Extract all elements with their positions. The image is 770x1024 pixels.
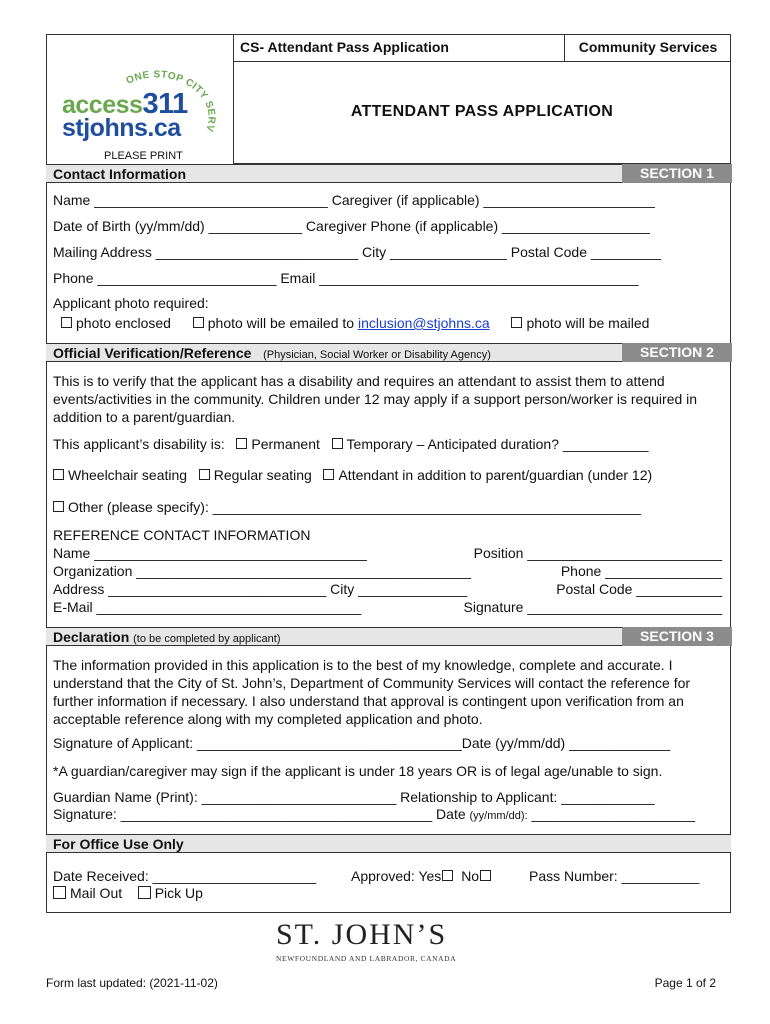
pick-up-label: Pick Up [154,885,203,901]
form-code: CS- Attendant Pass Application [233,34,565,62]
dob-caregiver-phone-row[interactable]: Date of Birth (yy/mm/dd) ____________ Caregiver Phone (if applicable) ___________________ [53,218,650,234]
ref-organization-field[interactable]: Organization ___________________________________________ [53,563,472,579]
ref-postal-field[interactable]: Postal Code ___________ [556,581,722,597]
mail-out-label: Mail Out [70,885,123,901]
ref-position-field[interactable]: Position _________________________ [473,545,722,561]
other-row [53,499,641,515]
wheelchair-label: Wheelchair seating [68,467,188,483]
ref-email-field[interactable]: E-Mail __________________________________ [53,599,362,615]
section3-subtitle: (to be completed by applicant) [133,633,281,645]
pick-up-checkbox[interactable] [138,886,151,899]
guardian-note: *A guardian/caregiver may sign if the applicant is under 18 years OR is of legal age/unable to sign. [53,763,663,779]
access311-logo [56,58,216,146]
declaration-text: The information provided in this application is to the best of my knowledge, complete and accurate. I understand that the City of St. John’s, Department of Community Services will contact the reference for further information if necessary. I also understand that approval is contingent upon verification from an acceptable reference along with my completed application and photo. [53,657,691,727]
delivery-row [53,885,203,901]
ref-address-city-field[interactable]: Address ____________________________ City ______________ [53,581,468,597]
page-number-text: Page 1 of 2 [654,976,716,990]
form-updated-text: Form last updated: (2021-11-02) [46,976,218,990]
disability-label: This applicant’s disability is: [53,436,225,452]
st-johns-logo [268,918,478,964]
inclusion-email-link[interactable]: inclusion@stjohns.ca [357,315,490,331]
reference-heading: REFERENCE CONTACT INFORMATION [53,527,311,543]
regular-seating-label: Regular seating [213,467,312,483]
photo-mailed-label: photo will be mailed [526,315,650,331]
mail-out-checkbox[interactable] [53,886,66,899]
section3-badge: SECTION 3 [622,627,732,646]
guardian-signature-label: Signature: ________________________________________ Date [53,806,466,822]
photo-enclosed-checkbox[interactable] [61,317,72,328]
ref-signature-field[interactable]: Signature _________________________ [463,599,722,615]
section2-subtitle: (Physician, Social Worker or Disability Agency) [263,349,491,361]
attendant-checkbox[interactable] [323,469,334,480]
ref-phone-field[interactable]: Phone _______________ [560,563,722,579]
photo-emailed-checkbox[interactable] [193,317,204,328]
section1-title: Contact Information [53,166,186,182]
approved-yes-checkbox[interactable] [442,870,453,881]
section2-title: Official Verification/Reference [53,345,252,361]
approved-row [351,868,495,884]
name-caregiver-row[interactable]: Name ______________________________ Caregiver (if applicable) ______________________ [53,192,655,208]
guardian-name-row[interactable]: Guardian Name (Print): _________________________ Relationship to Applicant: ____________ [53,789,655,805]
department-name: Community Services [565,34,731,62]
temporary-checkbox[interactable] [332,438,343,449]
section1-header [46,164,731,183]
section2-badge: SECTION 2 [622,343,732,362]
photo-required-label: Applicant photo required: [53,295,209,311]
logo-access-text: access [62,91,143,119]
approved-yes-label: Approved: Yes [351,868,442,884]
disability-type-row [53,436,649,452]
address-city-postal-row[interactable]: Mailing Address __________________________ City _______________ Postal Code _________ [53,244,661,260]
section3-header [46,627,731,646]
permanent-label: Permanent [251,436,320,452]
guardian-date-format: (yy/mm/dd): [469,810,528,822]
other-label[interactable]: Other (please specify): _______________________________________________________ [68,499,641,515]
seating-row [53,467,652,483]
other-checkbox[interactable] [53,501,64,512]
guardian-signature-row[interactable] [53,806,695,822]
photo-emailed-label: photo will be emailed to [207,315,355,331]
section1-badge: SECTION 1 [622,164,732,183]
date-received-field[interactable]: Date Received: _____________________ [53,868,317,884]
office-use-header [46,834,731,853]
please-print-label: PLEASE PRINT [104,150,183,162]
logo-arc-label: ONE STOP CITY SERV [124,69,216,134]
section2-header [46,343,731,362]
page-title: ATTENDANT PASS APPLICATION [350,103,614,120]
regular-seating-checkbox[interactable] [199,469,210,480]
phone-email-row[interactable]: Phone _______________________ Email _________________________________________ [53,270,639,286]
attendant-label: Attendant in addition to parent/guardian (under 12) [338,467,653,483]
photo-options-row [61,315,649,331]
applicant-signature-row[interactable]: Signature of Applicant: __________________________________Date (yy/mm/dd) _____________ [53,735,671,751]
verification-intro: This is to verify that the applicant has a disability and requires an attendant to assist them to attend events/activities in the community. Children under 12 may apply if a support person/worker is required in addition to a parent/guardian. [53,373,698,425]
section3-title: Declaration [53,629,130,645]
office-use-title: For Office Use Only [53,836,184,852]
logo-311-text: 311 [142,88,188,120]
approved-no-checkbox[interactable] [480,870,491,881]
permanent-checkbox[interactable] [236,438,247,449]
pass-number-field[interactable]: Pass Number: __________ [529,868,700,884]
city-tagline-text: NEWFOUNDLAND AND LABRADOR, CANADA [276,954,457,963]
wheelchair-checkbox[interactable] [53,469,64,480]
photo-mailed-checkbox[interactable] [511,317,522,328]
temporary-label: Temporary – Anticipated duration? ___________ [346,436,649,452]
logo-domain-text: stjohns.ca [62,114,181,142]
city-name-text: ST. JOHN’S [276,918,448,951]
guardian-date-line[interactable]: _____________________ [531,806,695,822]
photo-enclosed-label: photo enclosed [76,315,171,331]
ref-name-field[interactable]: Name ___________________________________ [53,545,367,561]
approved-no-label: No [461,868,480,884]
